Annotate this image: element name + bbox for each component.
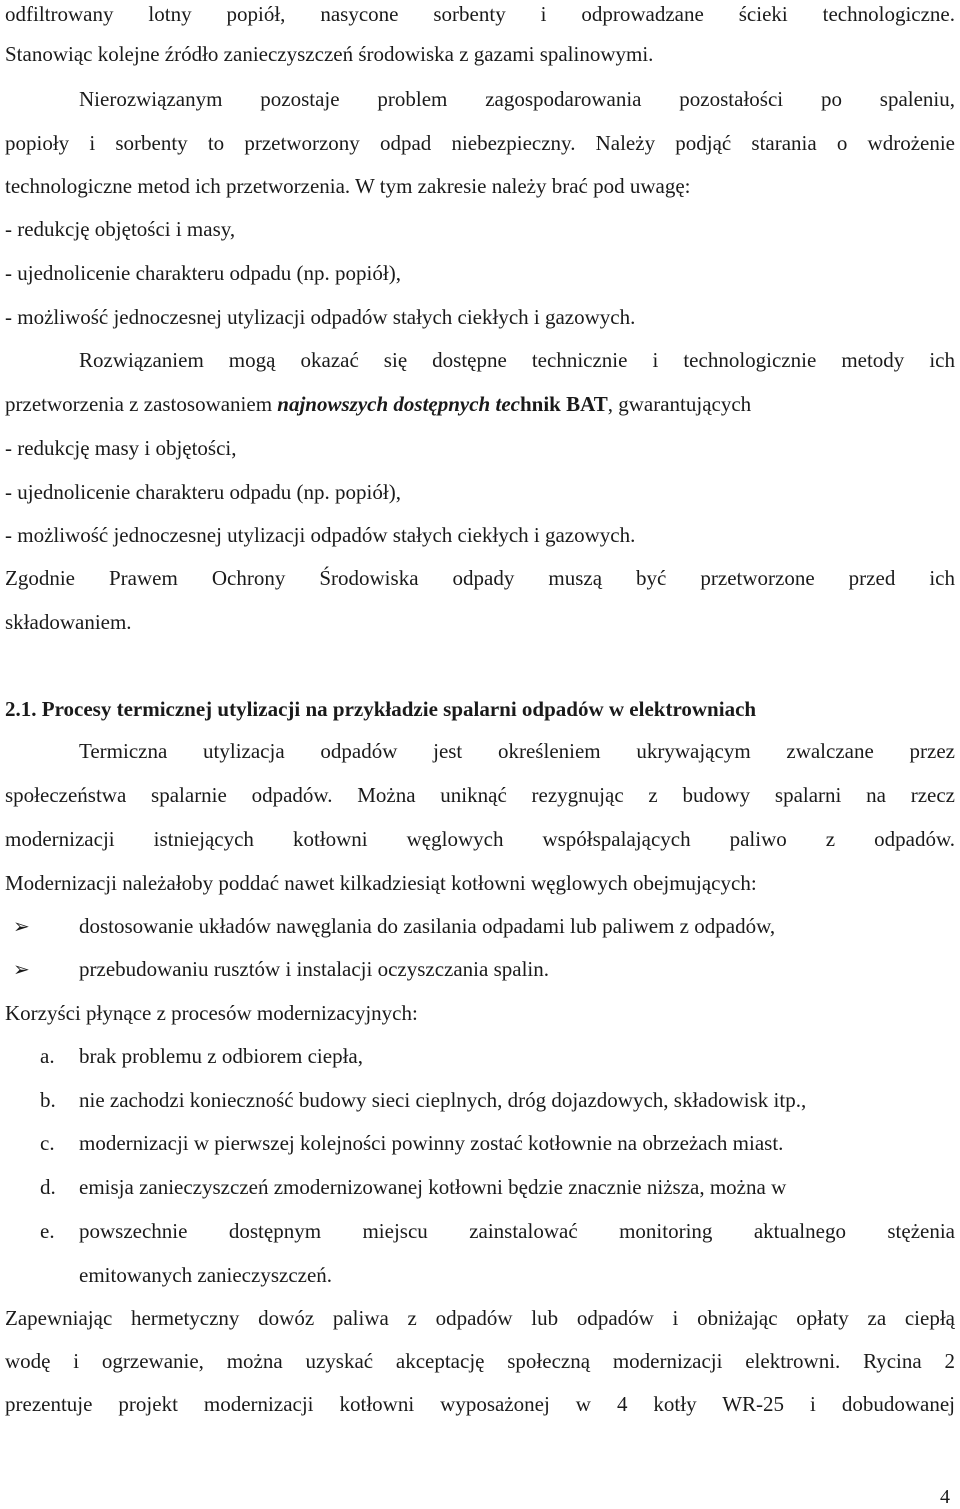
text-line: Zgodnie Prawem Ochrony Środowiska odpady muszą być przetworzone przed ich bbox=[5, 566, 955, 590]
list-marker: e. bbox=[40, 1219, 55, 1243]
section-heading: 2.1. Procesy termicznej utylizacji na przykładzie spalarni odpadów w elektrowniach bbox=[5, 697, 757, 721]
list-item-text: modernizacji w pierwszej kolejności powinny zostać kotłownie na obrzeżach miast. bbox=[79, 1131, 784, 1155]
text-line: społeczeństwa spalarnie odpadów. Można uniknąć rezygnując z budowy spalarni na rzecz bbox=[5, 783, 955, 807]
text-line: Modernizacji należałoby poddać nawet kilkadziesiąt kotłowni węglowych obejmujących: bbox=[5, 871, 757, 895]
text-line: składowaniem. bbox=[5, 610, 132, 634]
list-item bbox=[5, 955, 955, 983]
list-item-text: nie zachodzi konieczność budowy sieci cieplnych, dróg dojazdowych, składowisk itp., bbox=[79, 1088, 807, 1112]
arrow-bullet-icon: ➢ bbox=[13, 957, 30, 981]
list-item-text: przebudowaniu rusztów i instalacji oczyszczania spalin. bbox=[79, 957, 549, 981]
text-line: Korzyści płynące z procesów modernizacyjnych: bbox=[5, 1001, 418, 1025]
text-line: modernizacji istniejących kotłowni węglowych współspalających paliwo z odpadów. bbox=[5, 827, 955, 851]
text-line bbox=[5, 390, 955, 418]
list-item: - możliwość jednoczesnej utylizacji odpadów stałych ciekłych i gazowych. bbox=[5, 523, 636, 547]
arrow-bullet-icon: ➢ bbox=[13, 914, 30, 938]
list-marker: d. bbox=[40, 1175, 56, 1199]
list-item bbox=[5, 1129, 955, 1157]
list-item: - możliwość jednoczesnej utylizacji odpadów stałych ciekłych i gazowych. bbox=[5, 305, 636, 329]
text-run: przetworzenia z zastosowaniem bbox=[5, 392, 278, 416]
emphasis-text: najnowszych dostępnych tec bbox=[277, 392, 520, 416]
list-marker: c. bbox=[40, 1131, 55, 1155]
text-line: wodę i ogrzewanie, można uzyskać akceptację społeczną modernizacji elektrowni. Rycina 2 bbox=[5, 1349, 955, 1373]
emphasis-text: hnik BAT bbox=[519, 392, 608, 416]
list-marker: b. bbox=[40, 1088, 56, 1112]
list-item bbox=[5, 1173, 955, 1201]
list-item bbox=[5, 1217, 955, 1245]
text-line: Stanowiąc kolejne źródło zanieczyszczeń środowiska z gazami spalinowymi. bbox=[5, 42, 654, 66]
list-item-text: brak problemu z odbiorem ciepła, bbox=[79, 1044, 363, 1068]
list-item: - ujednolicenie charakteru odpadu (np. popiół), bbox=[5, 480, 401, 504]
text-line: Nierozwiązanym pozostaje problem zagospodarowania pozostałości po spaleniu, bbox=[79, 87, 955, 111]
list-item bbox=[5, 1261, 955, 1289]
list-item bbox=[5, 1086, 955, 1114]
text-line: Termiczna utylizacja odpadów jest określeniem ukrywającym zwalczane przez bbox=[79, 739, 955, 763]
list-item-text: dostosowanie układów nawęglania do zasilania odpadami lub paliwem z odpadów, bbox=[79, 914, 776, 938]
list-item: - redukcję masy i objętości, bbox=[5, 436, 237, 460]
list-item: - ujednolicenie charakteru odpadu (np. popiół), bbox=[5, 261, 401, 285]
list-item bbox=[5, 912, 955, 940]
text-line: popioły i sorbenty to przetworzony odpad niebezpieczny. Należy podjąć starania o wdrożenie bbox=[5, 131, 955, 155]
list-marker: a. bbox=[40, 1044, 55, 1068]
text-line: odfiltrowany lotny popiół, nasycone sorbenty i odprowadzane ścieki technologiczne. bbox=[5, 2, 955, 26]
page-number: 4 bbox=[940, 1486, 950, 1508]
list-item-text: powszechnie dostępnym miejscu zainstalować monitoring aktualnego stężenia bbox=[79, 1219, 955, 1243]
text-run: , gwarantujących bbox=[607, 392, 752, 416]
text-line: Rozwiązaniem mogą okazać się dostępne technicznie i technologicznie metody ich bbox=[79, 348, 955, 372]
text-line: Zapewniając hermetyczny dowóz paliwa z odpadów lub odpadów i obniżając opłaty za ciepłą bbox=[5, 1306, 955, 1330]
list-item-text: emisja zanieczyszczeń zmodernizowanej kotłowni będzie znacznie niższa, można w bbox=[79, 1175, 787, 1199]
text-line: technologiczne metod ich przetworzenia. W tym zakresie należy brać pod uwagę: bbox=[5, 174, 691, 198]
text-line: prezentuje projekt modernizacji kotłowni wyposażonej w 4 kotły WR-25 i dobudowanej bbox=[5, 1392, 955, 1416]
list-item bbox=[5, 1042, 955, 1070]
list-item-text: emitowanych zanieczyszczeń. bbox=[79, 1263, 333, 1287]
list-item: - redukcję objętości i masy, bbox=[5, 217, 236, 241]
